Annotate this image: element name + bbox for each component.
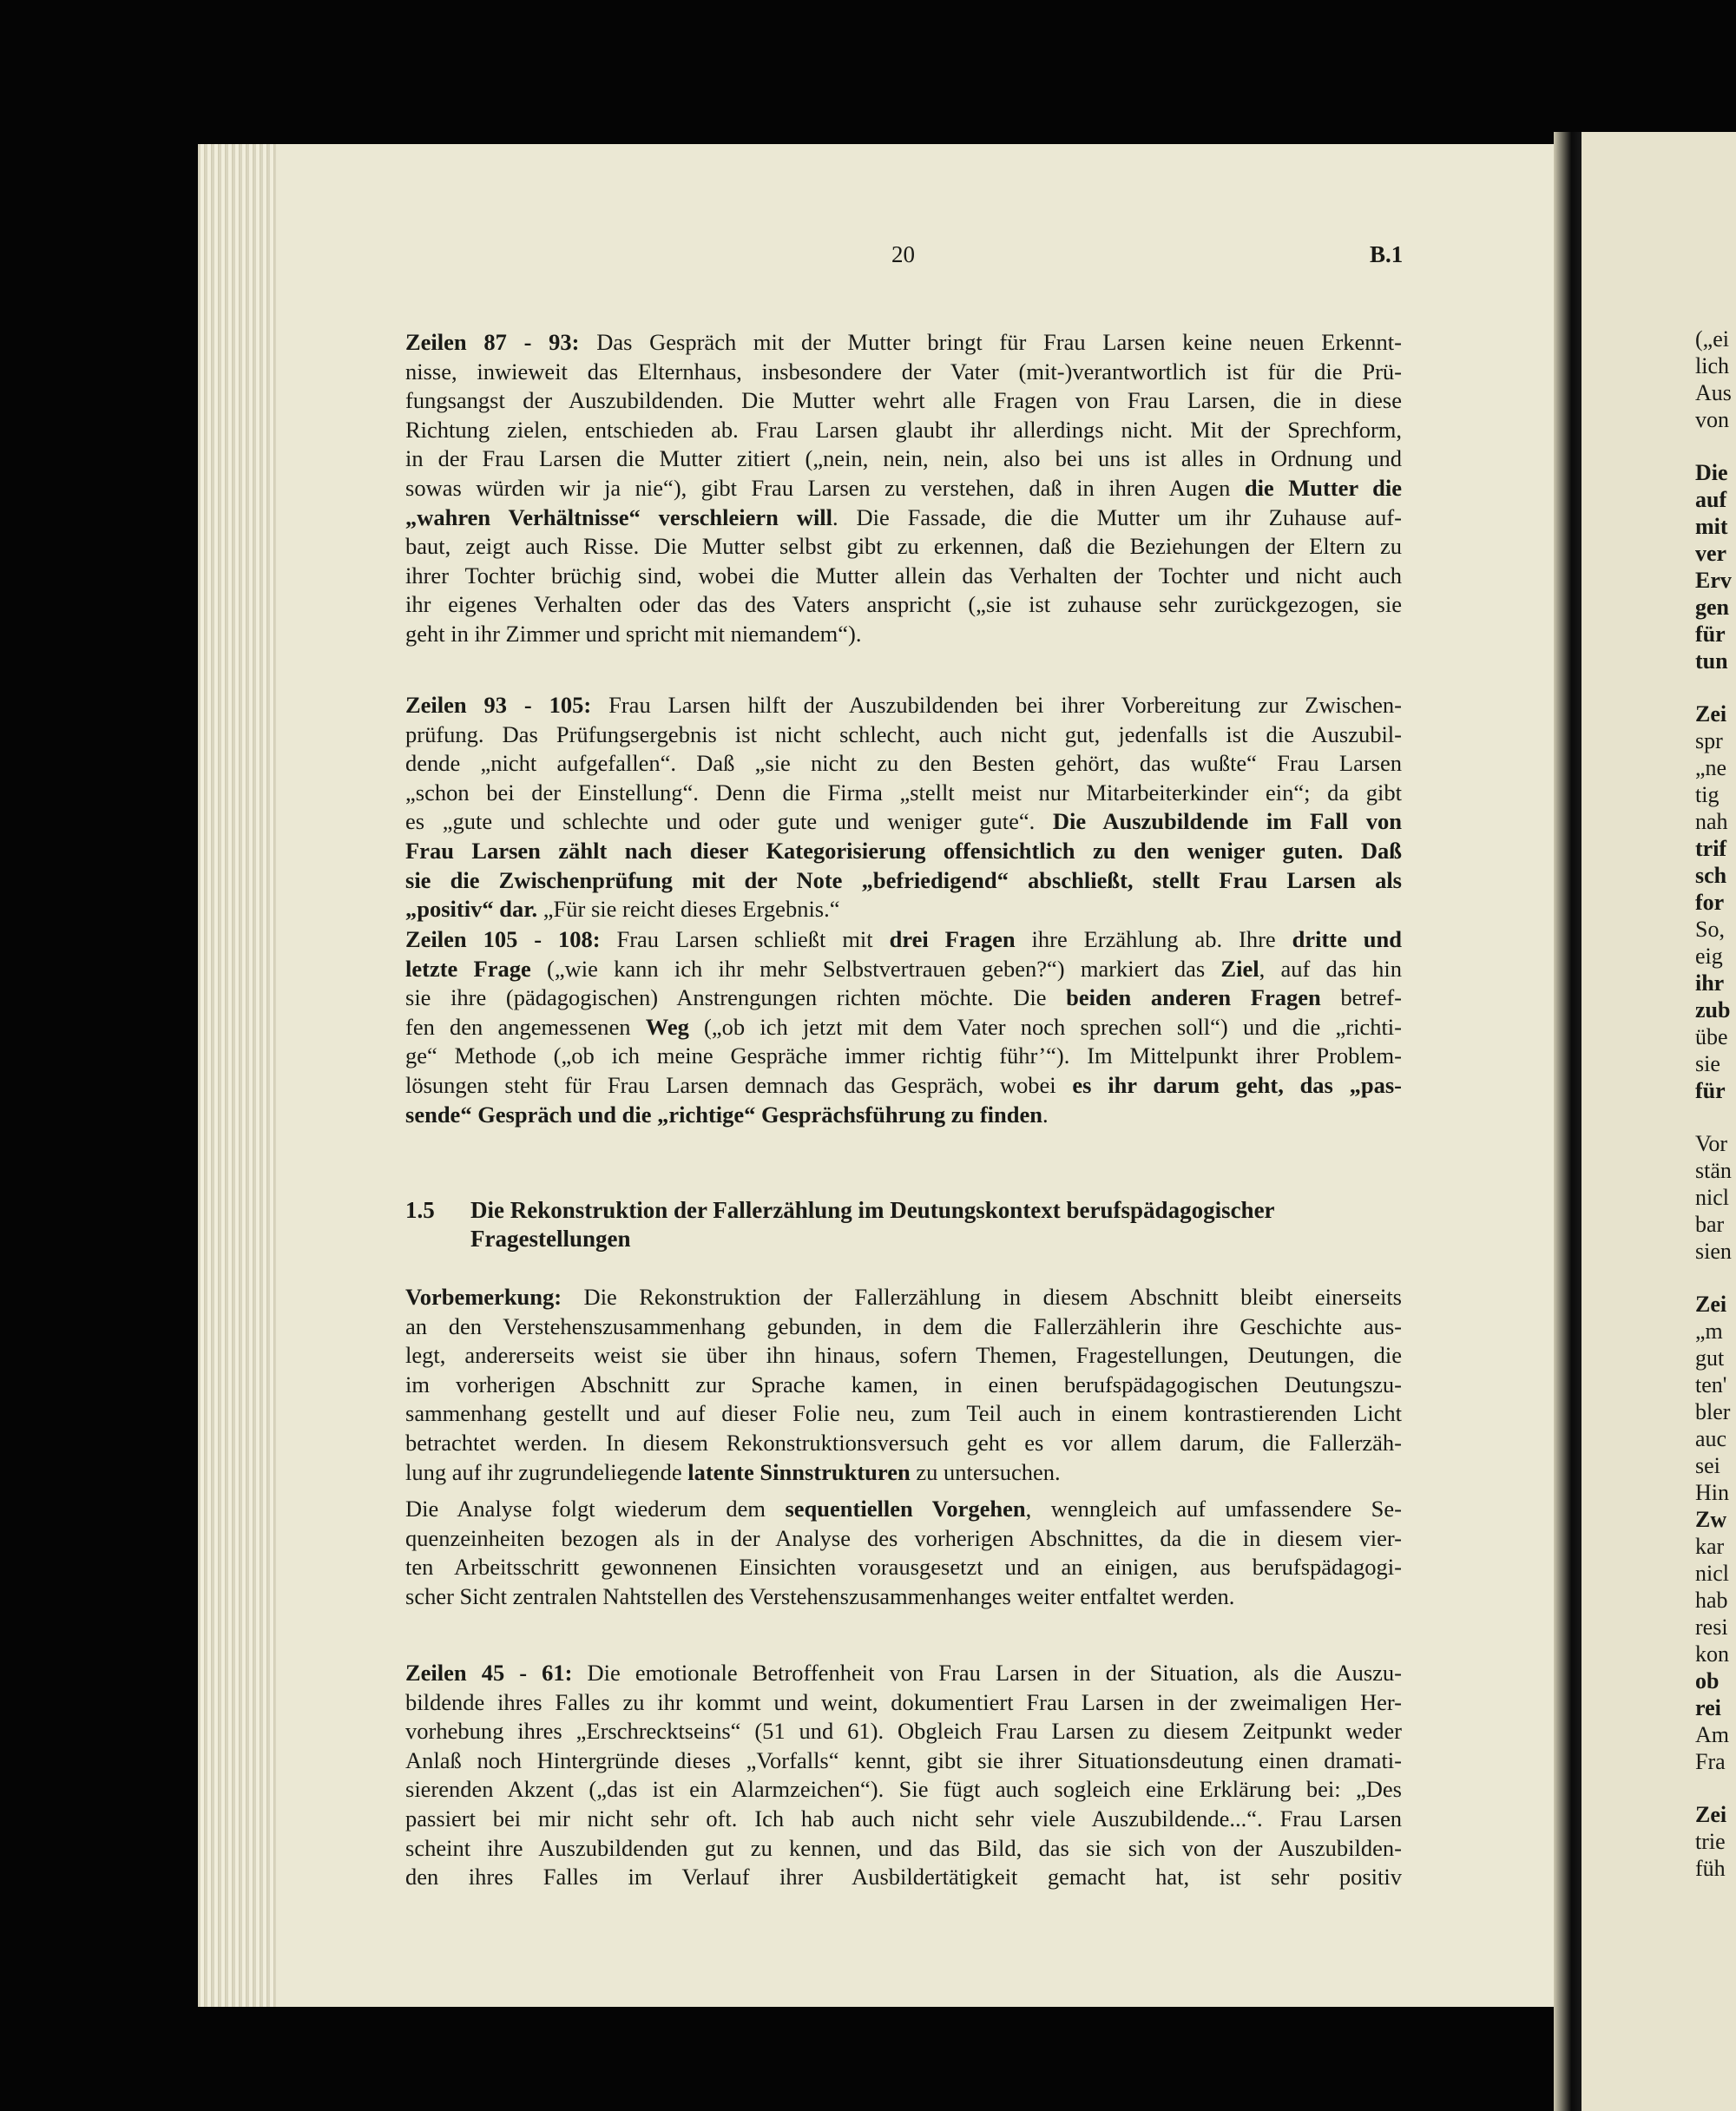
bold-text-run: dritte und (1292, 926, 1402, 952)
text-line (405, 925, 1402, 955)
text-line (405, 1495, 1402, 1524)
text-run: ge“ Methode („ob ich meine Gespräche immer richtig führ’“). Im Mittelpunkt ihrer Problem- (405, 1042, 1402, 1069)
right-page-line-fragment: von (1695, 407, 1729, 432)
right-page-line-fragment: nicl (1695, 1185, 1729, 1210)
right-page-line-fragment: übe (1695, 1024, 1728, 1049)
text-run: Richtung zielen, entschieden ab. Frau Larsen glaubt ihr allerdings nicht. Mit der Sprechform, (405, 416, 1402, 443)
right-page-line-fragment: „m (1695, 1319, 1723, 1344)
text-run: lösungen steht für Frau Larsen demnach das Gespräch, wobei (405, 1071, 1073, 1098)
page-stack-edges (198, 144, 276, 2007)
right-page-line-fragment: lich (1695, 353, 1729, 378)
right-page-line-fragment: bar (1695, 1212, 1725, 1237)
right-page-line-fragment: Am (1695, 1722, 1729, 1747)
right-page-line-fragment: kar (1695, 1534, 1725, 1559)
right-page-line-fragment: Zei (1695, 701, 1727, 727)
book-gutter (1554, 132, 1583, 2111)
text-run: geht in ihr Zimmer und spricht mit niemandem“). (405, 620, 862, 647)
text-run: betref- (1320, 984, 1402, 1011)
text-run: zu untersuchen. (910, 1458, 1061, 1485)
text-run: sierenden Akzent („das ist ein Alarmzeichen“). Sie fügt auch sogleich eine Erklärung bei: „Des (405, 1776, 1402, 1803)
text-run: ihrer Tochter brüchig sind, wobei die Mutter allein das Verhalten der Tochter und nicht auch (405, 562, 1402, 589)
right-page-line-fragment: ob (1695, 1668, 1720, 1693)
right-page-text-fragments (1695, 326, 1732, 1882)
text-line (405, 720, 1402, 750)
text-run: nisse, inwieweit das Elternhaus, insbesondere der Vater (mit-)verantwortlich ist für die Prü- (405, 358, 1402, 385)
text-line (405, 1101, 1402, 1130)
text-run: baut, zeigt auch Risse. Die Mutter selbst gibt zu erkennen, daß die Beziehungen der Eltern zu (405, 533, 1402, 560)
text-line (405, 1582, 1402, 1612)
bold-text-run: Frau Larsen zählt nach dieser Kategorisierung offensichtlich zu den weniger guten. Daß (405, 837, 1402, 864)
text-run: dende „nicht aufgefallen“. Daß „sie nicht zu den Besten gehört, das wußte“ Frau Larsen (405, 750, 1402, 777)
text-line (405, 1283, 1402, 1312)
running-header-section: B.1 (1370, 241, 1404, 267)
text-line (405, 1429, 1402, 1458)
right-page-line-fragment: zub (1695, 997, 1731, 1023)
right-page-line-fragment: auf (1695, 487, 1727, 512)
text-line (405, 1071, 1402, 1101)
text-line (405, 895, 1402, 924)
text-line (405, 590, 1402, 620)
text-line (405, 328, 1402, 358)
text-line (405, 416, 1402, 445)
right-page-line-fragment: for (1695, 890, 1725, 915)
text-run: bildende ihres Falles zu ihr kommt und weint, dokumentiert Frau Larsen in der zweimaligen Her- (405, 1688, 1402, 1715)
right-page-line-fragment: eig (1695, 944, 1723, 969)
right-page-line-fragment: Fra (1695, 1749, 1726, 1774)
text-run: lung auf ihr zugrundeliegende (405, 1458, 688, 1485)
text-run: sowas würden wir ja nie“), gibt Frau Larsen zu verstehen, daß in ihren Augen (405, 474, 1245, 501)
text-run: („wie kann ich ihr mehr Selbstvertrauen geben?“) markiert das (530, 955, 1221, 982)
text-run: („ob ich jetzt mit dem Vater noch sprechen soll“) und die „richti- (688, 1013, 1402, 1040)
text-line (405, 1524, 1402, 1554)
text-run: Die Analyse folgt wiederum dem (405, 1496, 786, 1522)
right-page-line-fragment: spr (1695, 728, 1723, 753)
right-page-line-fragment: trif (1695, 836, 1727, 861)
right-page-line-fragment: „ne (1695, 755, 1727, 780)
bold-text-run: Zeilen 45 - 61: (405, 1660, 573, 1686)
text-run: „Für sie reicht dieses Ergebnis.“ (537, 896, 840, 923)
text-run: . (1042, 1101, 1049, 1128)
bold-text-run: sie die Zwischenprüfung mit der Note „befriedigend“ abschließt, stellt Frau Larsen als (405, 866, 1402, 893)
right-page-line-fragment: bler (1695, 1399, 1731, 1424)
text-run: prüfung. Das Prüfungsergebnis ist nicht schlecht, auch nicht gut, jedenfalls ist die Auszubil- (405, 720, 1402, 747)
section-title-line-1: Die Rekonstruktion der Fallerzählung im Deutungskontext berufspädagogischer (470, 1197, 1275, 1223)
bold-text-run: Zeilen 93 - 105: (405, 692, 592, 718)
bold-text-run: beiden anderen Fragen (1066, 984, 1321, 1011)
text-line (405, 1863, 1402, 1892)
text-line (405, 620, 1402, 649)
text-run: ihr eigenes Verhalten oder das des Vaters anspricht („sie ist zuhause sehr zurückgezogen, sie (405, 591, 1402, 618)
right-page-line-fragment: ihr (1695, 970, 1725, 996)
text-run: es „gute und schlechte und oder gute und weniger gute“. (405, 808, 1053, 835)
right-page-line-fragment: gen (1695, 595, 1729, 620)
bold-text-run: latente Sinnstrukturen (687, 1458, 911, 1485)
bold-text-run: sende“ Gespräch und die „richtige“ Gesprächsführung zu finden (405, 1101, 1042, 1128)
bold-text-run: Zeilen 87 - 93: (405, 329, 580, 355)
right-page-line-fragment: resi (1695, 1614, 1728, 1640)
bold-text-run: Zeilen 105 - 108: (405, 926, 601, 952)
text-line (405, 444, 1402, 474)
text-line (405, 955, 1402, 984)
right-page-line-fragment: Erv (1695, 568, 1732, 593)
text-line (405, 1746, 1402, 1776)
bold-text-run: Weg (645, 1013, 689, 1040)
text-run: scheint ihre Auszubildenden gut zu kennen, und das Bild, das sie sich von der Auszubilden- (405, 1834, 1402, 1861)
right-page-line-fragment: kon (1695, 1641, 1729, 1667)
text-line (405, 1775, 1402, 1805)
text-run: betrachtet werden. In diesem Rekonstruktionsversuch geht es vor allem darum, die Fallerzäh- (405, 1429, 1402, 1456)
right-page-line-fragment: trie (1695, 1829, 1726, 1854)
text-line (405, 1042, 1402, 1071)
text-line (405, 983, 1402, 1013)
text-line (405, 1688, 1402, 1718)
right-page-line-fragment: für (1695, 621, 1726, 647)
text-line (405, 1312, 1402, 1342)
text-run: quenzeinheiten bezogen als in der Analyse des vorherigen Abschnittes, da die in diesem vier- (405, 1524, 1402, 1551)
text-line (405, 358, 1402, 387)
text-run: fen den angemessenen (405, 1013, 646, 1040)
text-line (405, 749, 1402, 779)
right-page-line-fragment: Zei (1695, 1292, 1727, 1317)
paragraph-zeilen-93-105 (405, 691, 1402, 924)
right-page-line-fragment: Die (1695, 460, 1728, 485)
text-run: passiert bei mir nicht sehr oft. Ich hab auch nicht sehr viele Auszubildende...“. Frau Larsen (405, 1805, 1402, 1832)
bold-text-run: „wahren Verhältnisse“ verschleiern will (405, 503, 833, 530)
text-run: in der Frau Larsen die Mutter zitiert („nein, nein, nein, also bei uns ist alles in Ordnung und (405, 445, 1402, 472)
right-page-line-fragment: mit (1695, 514, 1728, 539)
text-run: fungsangst der Auszubildenden. Die Mutter wehrt alle Fragen von Frau Larsen, die in diese (405, 387, 1402, 414)
paragraph-analyse (405, 1495, 1402, 1611)
bold-text-run: Die Auszubildende im Fall von (1052, 808, 1403, 835)
text-line (405, 807, 1402, 837)
text-line (405, 1553, 1402, 1582)
text-run: den ihres Falles im Verlauf ihrer Ausbildertätigkeit gemacht hat, ist sehr positiv (405, 1864, 1402, 1891)
text-line (405, 532, 1402, 562)
text-line (405, 1834, 1402, 1864)
paragraph-vorbemerkung (405, 1283, 1402, 1487)
text-line (405, 503, 1402, 533)
text-run: legt, andererseits weist sie über ihn hinaus, sofern Themen, Fragestellungen, Deutungen, die (405, 1342, 1402, 1369)
right-page-line-fragment: nicl (1695, 1561, 1729, 1586)
paragraph-zeilen-105-108 (405, 925, 1402, 1129)
right-page-line-fragment: Hin (1695, 1480, 1729, 1505)
text-run: im vorherigen Abschnitt zur Sprache kamen, in einen berufspädagogischen Deutungszu- (405, 1371, 1402, 1397)
right-page-line-fragment: Zw (1695, 1507, 1727, 1532)
text-line (405, 1371, 1402, 1400)
text-line (405, 386, 1402, 416)
text-line (405, 1013, 1402, 1042)
right-page-line-fragment: sien (1695, 1239, 1732, 1264)
bold-text-run: die Mutter die (1244, 474, 1402, 501)
text-run: ihre Erzählung ab. Ihre (1015, 926, 1292, 952)
section-heading (405, 1196, 1402, 1253)
text-run: Anlaß noch Hintergründe dieses „Vorfalls“ kennt, gibt sie ihrer Situationsdeutung einen dramati- (405, 1746, 1402, 1773)
right-page-line-fragment: Zei (1695, 1802, 1727, 1827)
right-page-line-fragment: gut (1695, 1345, 1725, 1371)
right-page-line-fragment: ten' (1695, 1372, 1727, 1397)
text-line (405, 474, 1402, 503)
section-number: 1.5 (405, 1197, 435, 1223)
text-run: , auf das hin (1259, 955, 1402, 982)
right-page-line-fragment: für (1695, 1078, 1726, 1103)
text-line (405, 866, 1402, 896)
text-run: Die emotionale Betroffenheit von Frau Larsen in der Situation, als die Auszu- (572, 1660, 1402, 1686)
right-page-line-fragment: nah (1695, 809, 1728, 834)
text-line (405, 562, 1402, 591)
bold-text-run: sequentiellen Vorgehen (785, 1496, 1026, 1522)
text-line (405, 1399, 1402, 1429)
text-run: , wenngleich auf umfassendere Se- (1025, 1496, 1402, 1522)
right-page-line-fragment: rei (1695, 1695, 1721, 1720)
bold-text-run: drei Fragen (889, 926, 1016, 952)
text-run: sie ihre (pädagogischen) Anstrengungen richten möchte. Die (405, 984, 1067, 1011)
text-line (405, 691, 1402, 720)
text-line (405, 1805, 1402, 1834)
bold-text-run: Ziel (1220, 955, 1259, 982)
text-line (405, 837, 1402, 866)
text-run: vorhebung ihres „Erschrecktseins“ (51 und 61). Obgleich Frau Larsen zu diesem Zeitpunkt weder (405, 1718, 1402, 1745)
text-run: Frau Larsen schließt mit (600, 926, 890, 952)
bold-text-run: Vorbemerkung: (405, 1284, 562, 1310)
bold-text-run: es ihr darum geht, das „pas- (1072, 1071, 1402, 1098)
section-title-line-2: Fragestellungen (470, 1226, 631, 1252)
page-number: 20 (891, 241, 915, 267)
text-line (405, 1659, 1402, 1688)
text-run: scher Sicht zentralen Nahtstellen des Verstehenszusammenhanges weiter entfaltet werden. (405, 1582, 1235, 1609)
text-line (405, 779, 1402, 808)
paragraph-zeilen-87-93 (405, 328, 1402, 649)
right-page-line-fragment: sie (1695, 1051, 1720, 1076)
right-page-line-fragment: So, (1695, 917, 1725, 942)
text-line (405, 1717, 1402, 1746)
right-page-line-fragment: Vor (1695, 1131, 1728, 1156)
text-run: ten Arbeitsschritt gewonnenen Einsichten vorausgesetzt und an einigen, aus berufspädagogi- (405, 1554, 1402, 1581)
right-page-line-fragment: hab (1695, 1588, 1728, 1613)
text-run: Das Gespräch mit der Mutter bringt für Frau Larsen keine neuen Erkennt- (579, 329, 1402, 355)
text-run: Die Rekonstruktion der Fallerzählung in diesem Abschnitt bleibt einerseits (562, 1284, 1402, 1310)
right-page-line-fragment: füh (1695, 1856, 1726, 1881)
right-page-line-fragment: tun (1695, 648, 1728, 674)
right-page-line-fragment: tig (1695, 782, 1720, 807)
right-page-line-fragment: („ei (1695, 326, 1729, 352)
text-run: sammenhang gestellt und auf dieser Folie neu, zum Teil auch in einem kontrastierenden Licht (405, 1400, 1402, 1427)
right-page-line-fragment: sch (1695, 863, 1727, 888)
text-run: an den Verstehenszusammenhang gebunden, in dem die Fallerzählerin ihre Geschichte aus- (405, 1312, 1402, 1339)
text-run: „schon bei der Einstellung“. Denn die Firma „stellt meist nur Mitarbeiterkinder ein“; da gibt (405, 779, 1402, 806)
right-page-line-fragment: auc (1695, 1426, 1727, 1451)
text-run: Frau Larsen hilft der Auszubildenden bei ihrer Vorbereitung zur Zwischen- (591, 692, 1403, 718)
paragraph-zeilen-45-61 (405, 1659, 1402, 1892)
bold-text-run: letzte Frage (405, 955, 531, 982)
right-page-line-fragment: ver (1695, 541, 1727, 566)
right-page-line-fragment: sei (1695, 1453, 1720, 1478)
text-run: . Die Fassade, die die Mutter um ihr Zuhause auf- (832, 503, 1402, 530)
bold-text-run: „positiv“ dar. (405, 896, 538, 923)
text-line (405, 1341, 1402, 1371)
text-line (405, 1458, 1402, 1488)
right-page-line-fragment: Aus (1695, 380, 1732, 405)
right-page-line-fragment: stän (1695, 1158, 1732, 1183)
